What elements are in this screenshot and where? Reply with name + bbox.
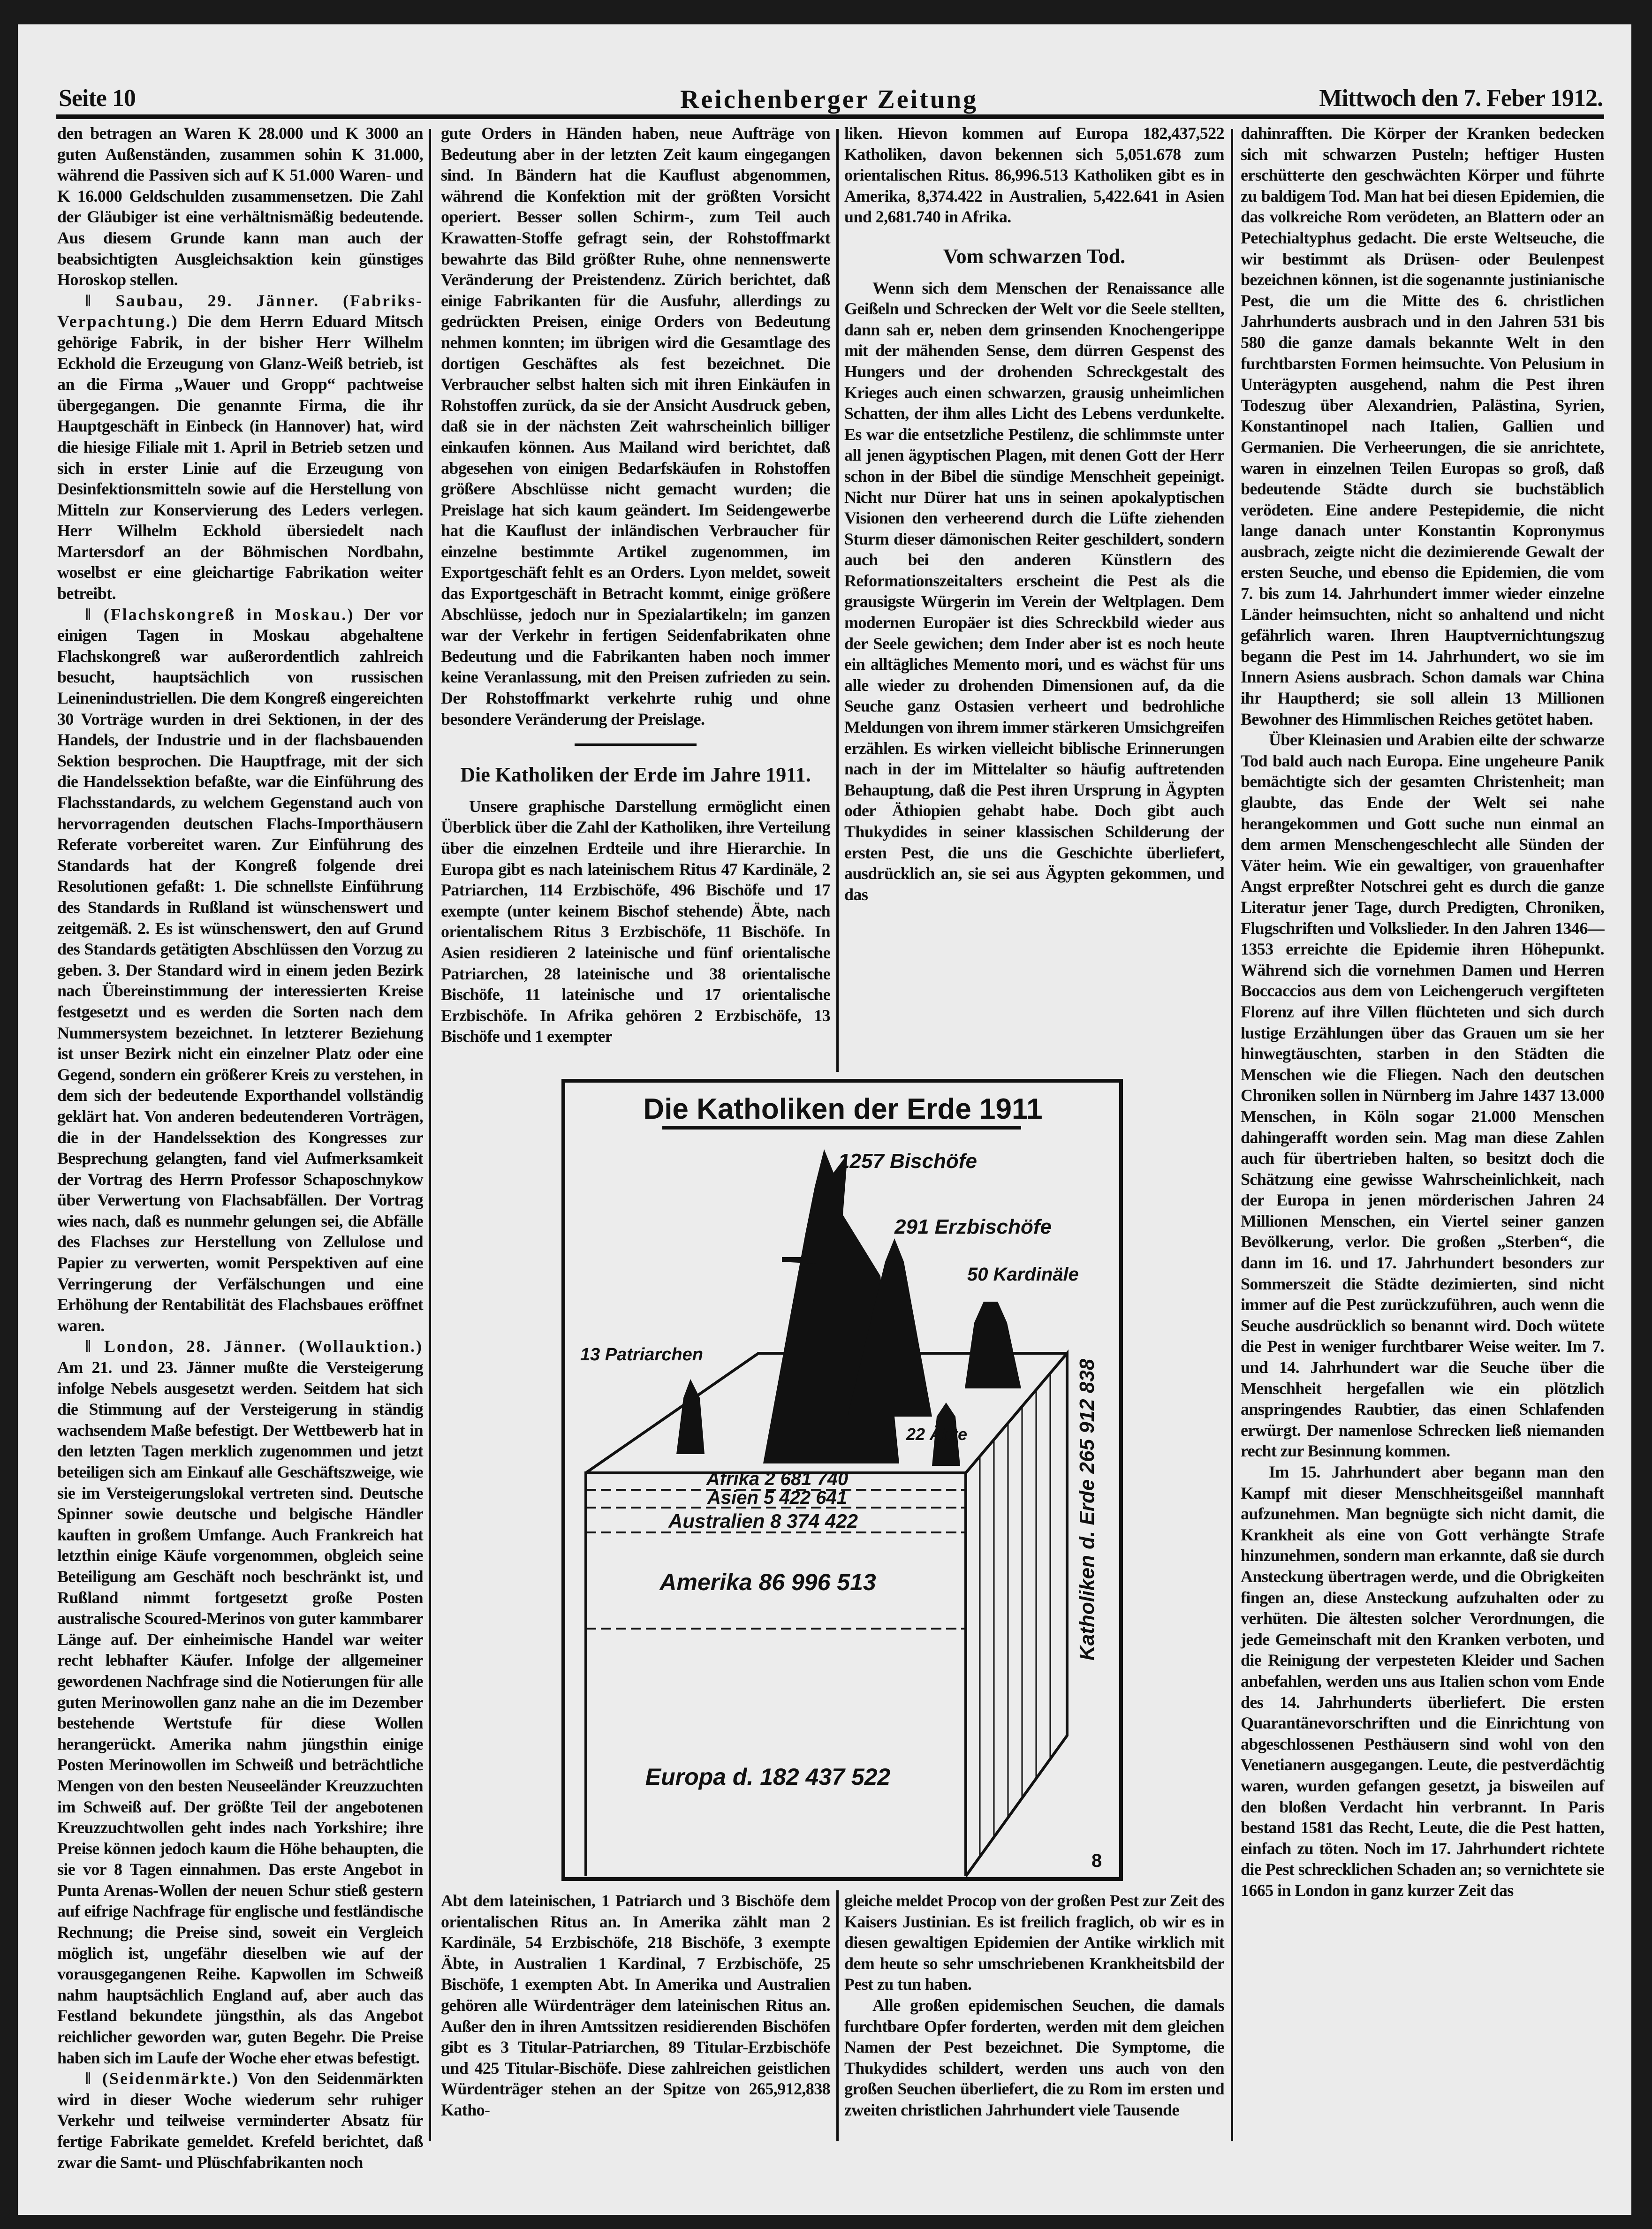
column-2-top — [441, 123, 830, 1075]
column-divider — [429, 129, 431, 2141]
title-underline — [662, 1126, 1021, 1130]
column-divider — [836, 129, 839, 1072]
article-paragraph — [57, 290, 423, 604]
section-separator — [575, 743, 697, 746]
label-patriarchs: 13 Patriarchen — [580, 1345, 703, 1365]
column-3-bottom — [844, 1890, 1224, 2144]
column-1 — [57, 123, 424, 2172]
header-rule — [56, 114, 1604, 119]
catholics-infographic — [561, 1079, 1123, 1881]
label-archbishops: 291 Erzbischöfe — [894, 1215, 1052, 1238]
article-paragraph: liken. Hievon kommen auf Europa 182,437,522 Katholiken, davon bekennen sich 5,051.678 zum orientalischen Ritus. 86,996.513 Katholiken gibt es in Amerika, 8,374.422 in Australien, 5,422.641 in Asien und 2,681.740 in Afrika. — [844, 124, 1224, 227]
page-number: Seite 10 — [59, 85, 136, 112]
column-divider — [836, 1890, 839, 2141]
article-paragraph: Unsere graphische Darstellung ermöglicht einen Überblick über die Zahl der Katholiken, ihre Verteilung über die einzelnen Erdteile und ihre Hierarchie. In Europa gibt es nach lateinischem Ritus 47 Kardinäle, 2 Patriarchen, 114 Erzbischöfe, 496 Bischöfe und 17 exempte (unter keinem Bischof stehende) Äbte, nach orientalischem Ritus 3 Erzbischöfe, 11 Bischöfe. In Asien residieren 2 lateinische und fünf orientalische Patriarchen, 28 lateinische und 38 orientalische Bischöfe, 11 lateinische und 17 orientalische Erzbischöfe. In Afrika gehören 2 Erzbischöfe, 13 Bischöfe und 1 exempter — [441, 796, 830, 1046]
column-3-top — [844, 123, 1224, 1075]
article-lead: ‖ (Flachskongreß in Moskau.) — [85, 605, 355, 624]
article-paragraph: Über Kleinasien und Arabien eilte der schwarze Tod bald auch nach Europa. Eine ungeheure Panik bemächtigte sich der gesamten Christenheit; man glaubte, das Ende der Welt sei nahe herangekommen und Gott suche nun einmal an dem armen Menschengeschlecht alle Sünden der Väter heim. Wie ein gewaltiger, von grauenhafter Angst erpreßter Notschrei geht es durch die ganze Literatur jener Tage, durch Predigten, Chroniken, Flugschriften und Volkslieder. In den Jahren 1346—1353 erreichte die Epidemie ihren Höhepunkt. Während sich die vornehmen Damen und Herren Boccaccios aus dem von Leichengeruch vergifteten Florenz auf ihre Villen flüchteten und sich durch lustige Erzählungen über das Grauen um sie her hinwegtäuschten, starben in den Städten die Menschen wie die Fliegen. Nach den deutschen Chroniken sollen in Nürnberg im Jahre 1437 13.000 Menschen, in Köln sogar 21.000 Menschen dahingerafft worden sein. Mag man diese Zahlen auch für übertrieben halten, so besitzt doch die Schätzung eine gewisse Wahrscheinlichkeit, nach der Europa in jenen mörderischen Jahren 24 Millionen Menschen, ein Viertel seiner ganzen Bevölkerung, verlor. Die großen „Sterben“, die dann im 16. und 17. Jahrhundert besonders zur Sommerszeit die Städte dezimierten, sind nicht immer auf die Pest zurückzuführen, auch wenn die Seuche ausdrücklich so benannt wird. Doch wütete die Pest in weniger furchtbarer Weise weiter. Im 7. und 14. Jahrhundert war die Seuche über die Menschheit hergefallen wie ein plötzlich anspringendes Raubtier, das einen Schlafenden erwürgt. Der namenlose Schrecken ließ niemanden recht zur Besinnung kommen. — [1241, 730, 1604, 1461]
article-paragraph: den betragen an Waren K 28.000 und K 3000 an guten Außenständen, zusammen sohin K 31.000, während die Passiven sich auf K 51.000 Waren- und K 16.000 Geldschulden zusammensetzen. Die Zahl der Gläubiger ist eine verhältnismäßig bedeutende. Aus diesem Grunde kann man auch der beabsichtigten Ausgleichsaktion kein günstiges Horoskop stellen. — [57, 124, 423, 289]
issue-date: Mittwoch den 7. Feber 1912. — [1319, 85, 1603, 112]
column-divider — [1231, 129, 1233, 2141]
column-2-bottom — [441, 1890, 830, 2144]
column-4 — [1241, 123, 1604, 2145]
article-paragraph: Abt dem lateinischen, 1 Patriarch und 3 Bischöfe dem orientalischen Ritus an. In Amerika zählt man 2 Kardinäle, 54 Erzbischöfe, 218 Bischöfe, 3 exempte Äbte, in Australien 1 Kardinal, 7 Erzbischöfe, 25 Bischöfe, 1 exempten Abt. In Amerika und Australien gehören alle Würdenträger dem lateinischen Ritus an. Außer den in ihren Amtssitzen residierenden Bischöfen gibt es 3 Titular-Patriarchen, 89 Titular-Erzbischöfe und 425 Titular-Bischöfe. Diese zahlreichen geistlichen Würdenträger stehen an der Spitze von 265,912,838 Katho- — [441, 1891, 830, 2119]
article-text: Der vor einigen Tagen in Moskau abgehaltene Flachskongreß war außerordentlich zahlreich besucht, hauptsächlich von russischen Leinenindustriellen. Die dem Kongreß eingereichten 30 Vorträge wurden in drei Sektionen, in der des Handels, der Industrie und in der flachsbauenden Sektion besprochen. Die Hauptfrage, mit der sich die Handelssektion befaßte, war die Einführung des Flachsstandards, zu welchem Gegenstand auch von hervorragenden deutschen Flachs-Importhäusern Referate vorbereitet waren. Zur Einführung des Standards hat der Kongreß folgende drei Resolutionen gefaßt: 1. Die schnellste Einführung des Standards in Rußland ist wünschenswert und zeitgemäß. 2. Es ist wünschenswert, den auf Grund des Standards getätigten Abschlüssen den Vorzug zu geben. 3. Der Standard wird in einem jeden Bezirk nach Übereinstimmung der interessierten Kreise festgesetzt und es werden die Sorten nach dem Nummersystem bezeichnet. In letzterer Beziehung ist unser Bezirk nicht ein einzelner Platz oder eine Gegend, sondern ein größerer Kreis zu verstehen, in dem sich der bedeutende Exporthandel vollständig geklärt hat. Von anderen bedeutenderen Vorträgen, die in der Handelssektion des Kongresses zur Besprechung gelangten, fand viel Aufmerksamkeit der Vortrag des Herrn Professor Schaposchnykow über Verwertung von Flachsabfällen. Der Vortrag wies nach, daß es nunmehr gelungen sei, die Abfälle des Flachses zur Herstellung von Zellulose und Papier zu verwerten, womit Perspektiven auf eine Verringerung der Verfälschungen und eine Erhöhung der Rentabilität des Flachsbaues eröffnet waren. — [57, 605, 424, 1335]
label-total: Katholiken d. Erde 265 912 838 — [1076, 1358, 1099, 1660]
article-paragraph — [57, 1336, 423, 2068]
article-paragraph: Alle großen epidemischen Seuchen, die damals furchtbare Opfer forderten, werden mit dem gleichen Namen der Pest bezeichnet. Die Symptome, die Thukydides schildert, werden uns auch von den großen Seuchen überliefert, die zu Rom im ersten und zweiten christlichen Jahrhundert viele Tausende — [844, 1995, 1224, 2119]
article-text: Von den Seidenmärkten wird in dieser Woche wiederum sehr ruhiger Verkehr und teilweise verminderter Absatz für fertige Fabrikate gemeldet. Krefeld berichtet, daß zwar die Samt- und Plüschfabrikanten noch — [57, 2069, 423, 2172]
label-cardinals: 50 Kardinäle — [967, 1264, 1079, 1285]
label-abbots: 22 Äbte — [906, 1425, 968, 1444]
article-paragraph: Im 15. Jahrhundert aber begann man den Kampf mit dieser Menschheitsgeißel mannhaft aufzunehmen. Man begnügte sich nicht damit, die Krankheit als eine von Gott verhängte Strafe hinzunehmen, sondern man erkannte, daß sie durch Ansteckung übertragen werde, und die Obrigkeiten fingen an, diese Ansteckung aufzuhalten oder zu verhüten. Die ältesten solcher Verordnungen, die jede Gemeinschaft mit den Kranken verboten, und die Reinigung der verpesteten Kleider und Sachen anbefahlen, werden uns aus Italien schon vom Ende des 14. Jahrhunderts überliefert. Die ersten Quarantänevorschriften und die Einrichtung von abgeschlossenen Pesthäusern sind wohl von den Venetianern ausgegangen. Leute, die pestverdächtig waren, wurden gefangen gesetzt, ja bisweilen auf den bloßen Verdacht hin verbrannt. In Paris bestand 1581 das Recht, Leute, die die Pest hatten, einfach zu töten. Noch im 17. Jahrhundert richtete die Pest schrecklichen Schaden an; so vernichtete sie 1665 in London in ganz kurzer Zeit das — [1241, 1463, 1604, 1900]
article-paragraph: Wenn sich dem Menschen der Renaissance alle Geißeln und Schrecken der Welt vor die Seele stellten, dann sah er, neben dem grinsenden Knochengerippe mit der mähenden Sense, dem dürren Gespenst des Hungers und der drohenden Schreckgestalt des Krieges auch einen schwarzen, grausig unheimlichen Schatten, der ihm alles Licht des Lebens verdunkelte. Es war die entsetzliche Pestilenz, die schlimmste unter all jenen ägyptischen Plagen, mit denen Gott der Herr schon in der Bibel die sündige Menschheit gepeinigt. Nicht nur Dürer hat uns in seinen apokalyptischen Visionen den verheerend durch die Lüfte ziehenden Sturm dieser dämonischen Reiter geschildert, sondern auch bei den anderen Künstlern des Reformationszeitalters erscheint die Pest als die grausigste Würgerin im Verein der Weltplagen. Dem modernen Europäer ist dies Schreckbild wieder aus der Seele gewichen; dem Inder aber ist es noch heute ein alltägliches Memento mori, und es wächst für uns alle wieder zu drohenden Dimensionen auf, da die Seuche ganz Ostasien verheert und bedrohliche Meldungen von ihrem immer stärkeren Umsichgreifen erzählen. Es wirken vielleicht biblische Erinnerungen nach in der im Mittelalter so häufig auftretenden Behauptung, daß die Pest ihren Ursprung in Ägypten oder Äthiopien gehabt habe. Doch gibt auch Thukydides in seiner klassischen Schilderung der ersten Pest, die uns die Geschichte überliefert, ausdrücklich an, sie sei aus Ägypten gekommen, und das — [844, 278, 1224, 904]
article-text: Am 21. und 23. Jänner mußte die Versteigerung infolge Nebels ausgesetzt werden. Seitdem hat sich die Stimmung auf der Versteigerung in ständig wachsendem Maße befestigt. Der Wettbewerb hat in den letzten Tagen merklich zugenommen und jetzt beteiligen sich am Einkauf alle Geschäftszweige, wie sie im Versteigerungslokal vertreten sind. Deutsche Spinner sowie deutsche und belgische Händler kauften in großem Umfange. Auch Frankreich hat letzthin einige Käufe vorgenommen, obgleich seine Beteiligung am Geschäft noch beschränkt ist, und Rußland nimmt fortgesetzt große Posten australische Scoured-Merinos von guter kammbarer Länge auf. Der einheimische Handel war weiter recht lebhafter Käufer. Infolge der allgemeiner gewordenen Nachfrage sind die Notierungen für alle guten Merinowollen ganz nahe an die im Dezember bestehende Wertstufe für diese Wollen herangerückt. Amerika nahm jüngsthin einige Posten Merinowollen im Schweiß und beträchtliche Mengen von den besten Neuseeländer Kreuzzuchten im Schweiß auf. Der größte Teil der angebotenen Kreuzzuchtwollen geht indes nach Yorkshire; ihre Preise können jedoch kaum die Höhe behaupten, die sie vor 8 Tagen einnahmen. Das erste Angebot in Punta Arenas-Wollen der neuen Schur stieß gestern auf eifrige Nachfrage für englische und festländische Rechnung; die Preise sind, soweit ein Vergleich möglich ist, ungefähr dieselben wie auf der vorausgegangenen Reihe. Kapwollen im Schweiß nahm hauptsächlich England auf, aber auch das Festland bekundete jüngsthin, als das Angebot reichlicher geworden war, guten Begehr. Die Preise haben sich im Laufe der Woche eher etwas befestigt. — [57, 1358, 423, 2067]
article-lead: ‖ Saubau, 29. Jänner. (Fabriks-Verpachtung.) — [57, 291, 423, 331]
label-asien: Asien 5 422 641 — [707, 1487, 847, 1508]
article-text: Die dem Herrn Eduard Mitsch gehörige Fabrik, in der bisher Herr Wilhelm Eckhold die Erzeugung von Glanz-Weiß betrieb, ist an die Firma „Wauer und Gropp“ pachtweise übergegangen. Die genannte Firma, die ihr Hauptgeschäft in Einbeck (in Hannover) hat, wird die hiesige Filiale mit 1. April in Betrieb setzen und sich in erster Linie auf die Erzeugung von Desinfektionsmitteln sowie auf die Herstellung von Mitteln zur Konservierung des Leders verlegen. Herr Wilhelm Eckhold übersiedelt nach Martersdorf an der Böhmischen Nordbahn, woselbst er eine gleichartige Fabrikation weiter betreibt. — [57, 312, 423, 603]
label-bishops: 1257 Bischöfe — [838, 1150, 977, 1173]
article-paragraph: gute Orders in Händen haben, neue Aufträge von Bedeutung aber in der letzten Zeit kaum eingegangen sind. In Bändern hat die Kauflust abgenommen, während die Konfektion mit der größten Vorsicht operiert. Besser sollen Schirm-, zum Teil auch Krawatten-Stoffe gefragt sein, der Rohstoffmarkt bewahrte das Bild größter Ruhe, ohne nennenswerte Veränderung der Preistendenz. Zürich berichtet, daß einige Fabrikanten für die Ausfuhr, allerdings zu gedrückten Preisen, einige Orders von Bedeutung nehmen konnten; im übrigen wird die Gesamtlage des dortigen Geschäftes als fest bezeichnet. Die Verbraucher selbst halten sich mit ihren Einkäufen in Rohstoffen zurück, da sie der Ansicht Ausdruck geben, daß sie in der nächsten Zeit wahrscheinlich billiger einkaufen können. Aus Mailand wird berichtet, daß abgesehen von einigen Bedarfskäufen in Rohstoffen größere Abschlüsse nicht gemacht wurden; die Preislage hat sich kaum geändert. Im Seidengewerbe hat die Kauflust der inländischen Verbraucher für einzelne bestimmte Artikel zugenommen, im Exportgeschäft fehlt es an Orders. Lyon meldet, soweit das Exportgeschäft in Betracht kommt, einige größere Abschlüsse, jedoch nur in Spezialartikeln; im ganzen war der Verkehr in fertigen Seidenfabrikaten ohne Bedeutung und die Fabrikanten haben noch immer keine Veranlassung, mit den Preisen zufrieden zu sein. Der Rohstoffmarkt verkehrte ruhig und ohne besondere Veränderung der Preislage. — [441, 124, 830, 728]
label-amerika: Amerika 86 996 513 — [659, 1569, 876, 1595]
article-paragraph — [57, 604, 423, 1336]
article-paragraph — [57, 2068, 423, 2173]
label-afrika: Afrika 2 681 740 — [706, 1469, 849, 1489]
article-paragraph: gleiche meldet Procop von der großen Pest zur Zeit des Kaisers Justinian. Es ist freilich fraglich, ob wir es in diesen gewaltigen Epidemien der Antike wirklich mit dem heute so sehr umschriebenen Krankheitsbild der Pest zu tun haben. — [844, 1891, 1224, 1994]
masthead: Reichenberger Zeitung — [680, 85, 978, 114]
article-paragraph: dahinrafften. Die Körper der Kranken bedecken sich mit schwarzen Pusteln; heftiger Husten erschütterte den geschwächten Körper und führte zu baldigem Tod. Man hat bei diesen Epidemien, die das volkreiche Rom verödeten, an Blattern oder an Petechialtyphus gedacht. Die erste Weltseuche, die wir bestimmt als Drüsen- oder Beulenpest bezeichnen können, ist die sogenannte justinianische Pest, die um die Mitte des 6. christlichen Jahrhunderts ausbrach und in den Jahren 531 bis 580 die ganze damals bekannte Welt in den furchtbarsten Formen heimsuchte. Von Pelusium in Unterägypten ausgehend, nahm die Pest ihren Todeszug über Alexandrien, Palästina, Syrien, Konstantinopel nach Italien, Gallien und Germanien. Die Verheerungen, die sie anrichtete, waren in einzelnen Teilen Europas so groß, daß bedeutende Städte durch sie buchstäblich verödeten. Eine andere Pestepidemie, die nicht lange danach unter Konstantin Kopronymus ausbrach, zeigte nicht die dezimierende Gewalt der ersten Seuche, und ebenso die Epidemien, die vom 7. bis zum 14. Jahrhundert immer wieder einzelne Länder heimsuchten, nicht so anhaltend und nicht gefährlich waren. Ihren Hauptvernichtungszug begann die Pest im 14. Jahrhundert, wo sie im Innern Asiens ausbrach. Schon damals war China ihr Hauptherd; sie soll allein 13 Millionen Bewohner des Himmlischen Reiches getötet haben. — [1241, 124, 1604, 728]
article-lead: ‖ (Seidenmärkte.) — [85, 2069, 239, 2088]
article-heading: Vom schwarzen Tod. — [943, 244, 1126, 268]
article-lead: ‖ London, 28. Jänner. (Wollauktion.) — [85, 1337, 423, 1356]
figure-title: Die Katholiken der Erde 1911 — [643, 1093, 1043, 1125]
article-heading: Die Katholiken der Erde im Jahre 1911. — [460, 763, 811, 787]
label-europa: Europa d. 182 437 522 — [645, 1764, 891, 1790]
label-australien: Australien 8 374 422 — [668, 1510, 858, 1532]
figure-corner-mark: 8 — [1091, 1850, 1102, 1871]
